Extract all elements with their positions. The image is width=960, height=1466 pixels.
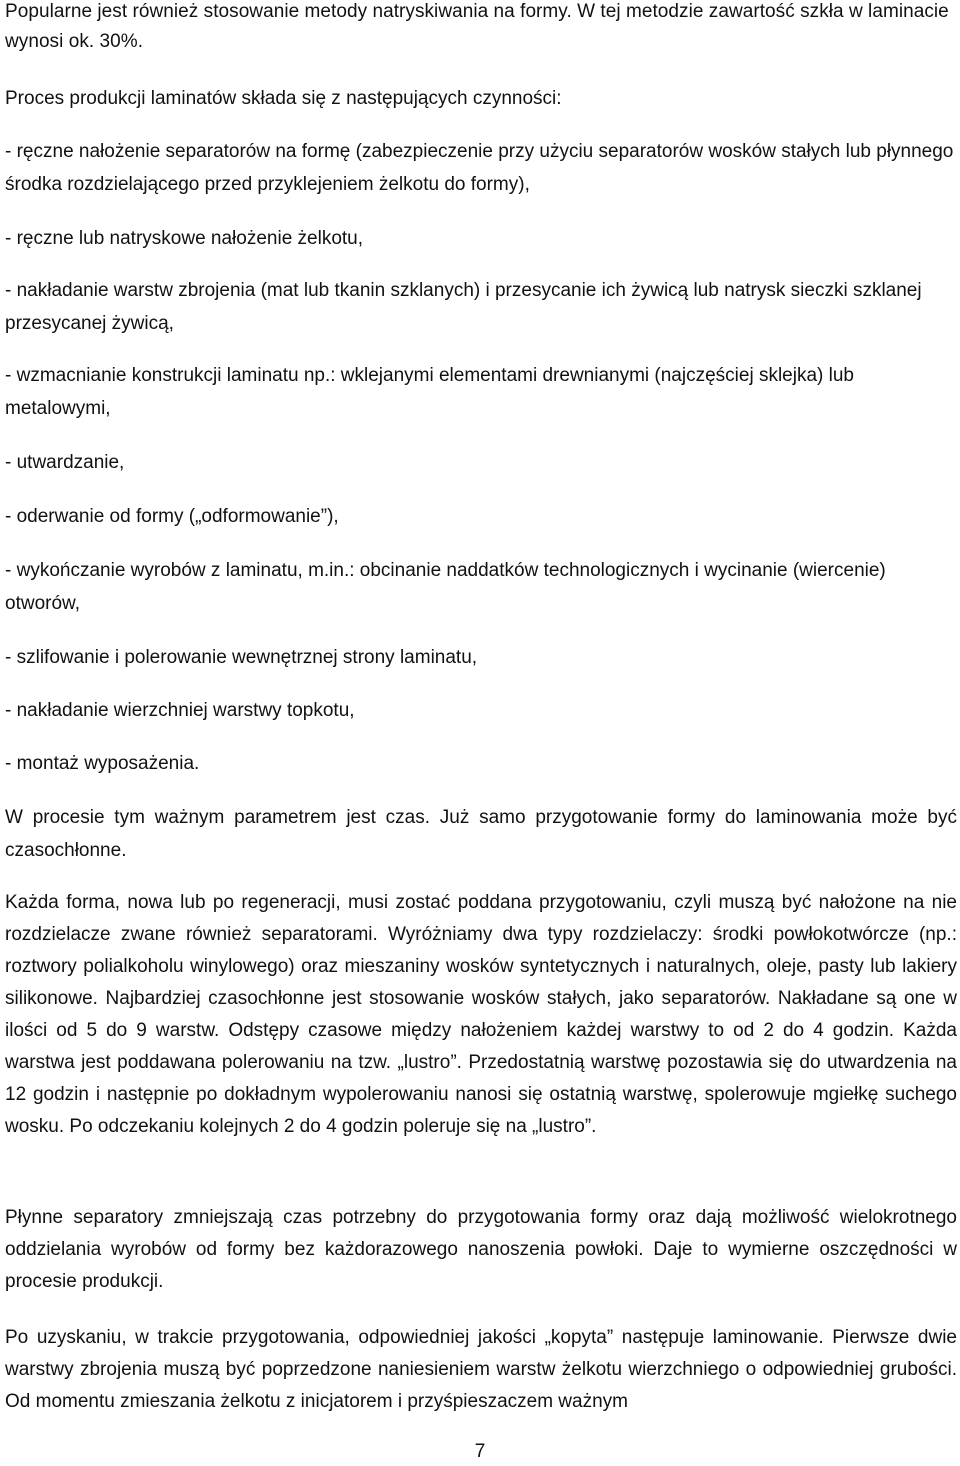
top-paragraph: Popularne jest również stosowanie metody natryskiwania na formy. W tej metodzie zawartość szkła w laminacie wynosi ok. 30%. [5, 1, 949, 52]
step-item: - montaż wyposażenia. [5, 753, 200, 774]
step-item: - ręczne lub natryskowe nałożenie żelkotu, [5, 228, 364, 249]
step-item: - utwardzanie, [5, 452, 125, 473]
step-item: - wzmacnianie konstrukcji laminatu np.: wklejanymi elementami drewnianymi (najczęściej sklejka) lub metalowymi, [5, 365, 854, 419]
step-item: - nakładanie warstw zbrojenia (mat lub tkanin szklanych) i przesycanie ich żywicą lub natrysk sieczki szklanej przesycanej żywicą, [5, 280, 922, 334]
paragraph-liquid-separators: Płynne separatory zmniejszają czas potrzebny do przygotowania formy oraz dają możliwość wielokrotnego oddzielania wyrobów od formy bez każdorazowego nanoszenia powłoki. Daje to wymierne oszczędności w procesie produkcji. [5, 1207, 957, 1292]
paragraph-time: W procesie tym ważnym parametrem jest czas. Już samo przygotowanie formy do laminowania może być czasochłonne. [5, 807, 957, 861]
step-item: - oderwanie od formy („odformowanie”), [5, 506, 339, 527]
paragraph-mold-preparation: Każda forma, nowa lub po regeneracji, musi zostać poddana przygotowaniu, czyli muszą być nałożone na nie rozdzielacze zwane również separatorami. Wyróżniamy dwa typy rozdzielaczy: środki powłokotwórcze (np.: roztwory polialkoholu winylowego) oraz mieszaniny wosków syntetycznych i naturalnych, oleje, pasty lub lakiery silikonowe. Najbardziej czasochłonne jest stosowanie wosków stałych, jako separatorów. Nakładane są one w ilości od 5 do 9 warstw. Odstępy czasowe między nałożeniem każdej warstwy to od 2 do 4 godzin. Każda warstwa jest poddawana polerowaniu na tzw. „lustro”. Przedostatnią warstwę pozostawia się do utwardzenia na 12 godzin i następnie po dokładnym wypolerowaniu nanosi się ostatnią warstwę, spolerowuje mgiełkę suchego wosku. Po odczekaniu kolejnych 2 do 4 godzin poleruje się na „lustro”. [5, 892, 957, 1137]
step-item: - wykończanie wyrobów z laminatu, m.in.: obcinanie naddatków technologicznych i wycinanie (wiercenie) otworów, [5, 560, 886, 614]
paragraph-lamination: Po uzyskaniu, w trakcie przygotowania, odpowiedniej jakości „kopyta” następuje laminowanie. Pierwsze dwie warstwy zbrojenia muszą być poprzedzone naniesieniem warstw żelkotu wierzchniego o odpowiedniej grubości. Od momentu zmieszania żelkotu z inicjatorem i przyśpieszaczem ważnym [5, 1327, 957, 1412]
process-intro: Proces produkcji laminatów składa się z następujących czynności: [5, 88, 562, 109]
step-item: - szlifowanie i polerowanie wewnętrznej strony laminatu, [5, 647, 478, 668]
page-number: 7 [474, 1441, 486, 1462]
step-item: - ręczne nałożenie separatorów na formę (zabezpieczenie przy użyciu separatorów wosków stałych lub płynnego środka rozdzielającego przed przyklejeniem żelkotu do formy), [5, 141, 954, 195]
step-item: - nakładanie wierzchniej warstwy topkotu, [5, 700, 355, 721]
